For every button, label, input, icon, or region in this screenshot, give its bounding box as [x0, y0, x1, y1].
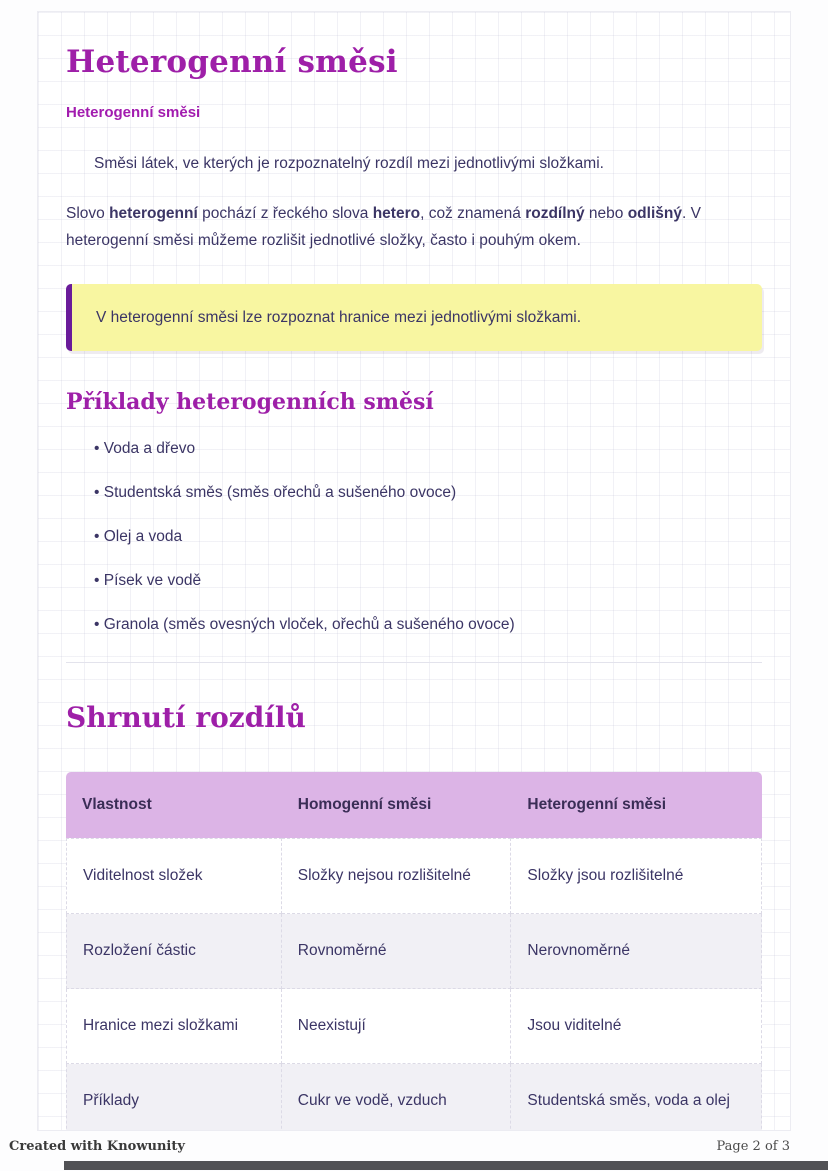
- subtitle: Heterogenní směsi: [66, 104, 201, 121]
- list-item: • Olej a voda: [66, 527, 762, 548]
- list-item: • Granola (směs ovesných vloček, ořechů a sušeného ovoce): [66, 615, 762, 636]
- intro-paragraph: [66, 201, 762, 254]
- table-cell: Rozložení částic: [66, 914, 282, 989]
- callout-text: V heterogenní směsi lze rozpoznat hranice mezi jednotlivými složkami.: [96, 309, 582, 327]
- table-cell: Neexistují: [282, 989, 512, 1064]
- table-cell: Rovnoměrné: [282, 914, 512, 989]
- document-sheet: [38, 12, 790, 1130]
- list-item: • Voda a dřevo: [66, 439, 762, 460]
- summary-table: [66, 772, 762, 1130]
- footer-page-number: Page 2 of 3: [716, 1139, 790, 1154]
- table-cell: Studentská směs, voda a olej: [511, 1064, 762, 1130]
- table-header-cell: Homogenní směsi: [282, 772, 512, 838]
- page-footer: [0, 1130, 828, 1154]
- summary-heading: Shrnutí rozdílů: [66, 700, 306, 734]
- example-list: [66, 439, 762, 636]
- table-cell: Příklady: [66, 1064, 282, 1130]
- intro-run: , což znamená: [420, 205, 526, 223]
- table-cell: Složky nejsou rozlišitelné: [282, 838, 512, 914]
- list-item: • Písek ve vodě: [66, 571, 762, 592]
- callout-box: [66, 284, 762, 351]
- table-cell: Viditelnost složek: [66, 838, 282, 914]
- table-cell: Složky jsou rozlišitelné: [511, 838, 762, 914]
- table-row: [66, 989, 762, 1064]
- definition-text: Směsi látek, ve kterých je rozpoznatelný rozdíl mezi jednotlivými složkami.: [94, 155, 604, 172]
- table-row: [66, 1064, 762, 1130]
- table-header-cell: Vlastnost: [66, 772, 282, 838]
- examples-heading: Příklady heterogenních směsí: [66, 389, 434, 416]
- intro-bold-rozdilny: rozdílný: [525, 205, 585, 223]
- intro-bold-odlisny: odlišný: [627, 205, 682, 223]
- intro-run: nebo: [584, 205, 628, 223]
- intro-bold-hetero: hetero: [372, 205, 421, 223]
- table-header-cell: Heterogenní směsi: [511, 772, 762, 838]
- table-header-row: [66, 772, 762, 838]
- table-cell: Hranice mezi složkami: [66, 989, 282, 1064]
- section-divider: [66, 662, 762, 663]
- table-row: [66, 914, 762, 989]
- table-cell: Jsou viditelné: [511, 989, 762, 1064]
- next-page-edge: [64, 1161, 828, 1170]
- intro-run: Slovo: [66, 205, 110, 223]
- intro-bold-heterogenni: heterogenní: [109, 205, 198, 223]
- list-item: • Studentská směs (směs ořechů a sušeného ovoce): [66, 483, 762, 504]
- page-title: Heterogenní směsi: [66, 44, 398, 80]
- intro-run: . V heterogenní směsi můžeme rozlišit jednotlivé složky, často i pouhým okem.: [66, 205, 701, 249]
- intro-run: pochází z řeckého slova: [197, 205, 373, 223]
- footer-credit: Created with Knowunity: [9, 1139, 185, 1154]
- table-cell: Nerovnoměrné: [511, 914, 762, 989]
- table-cell: Cukr ve vodě, vzduch: [282, 1064, 512, 1130]
- table-row: [66, 838, 762, 914]
